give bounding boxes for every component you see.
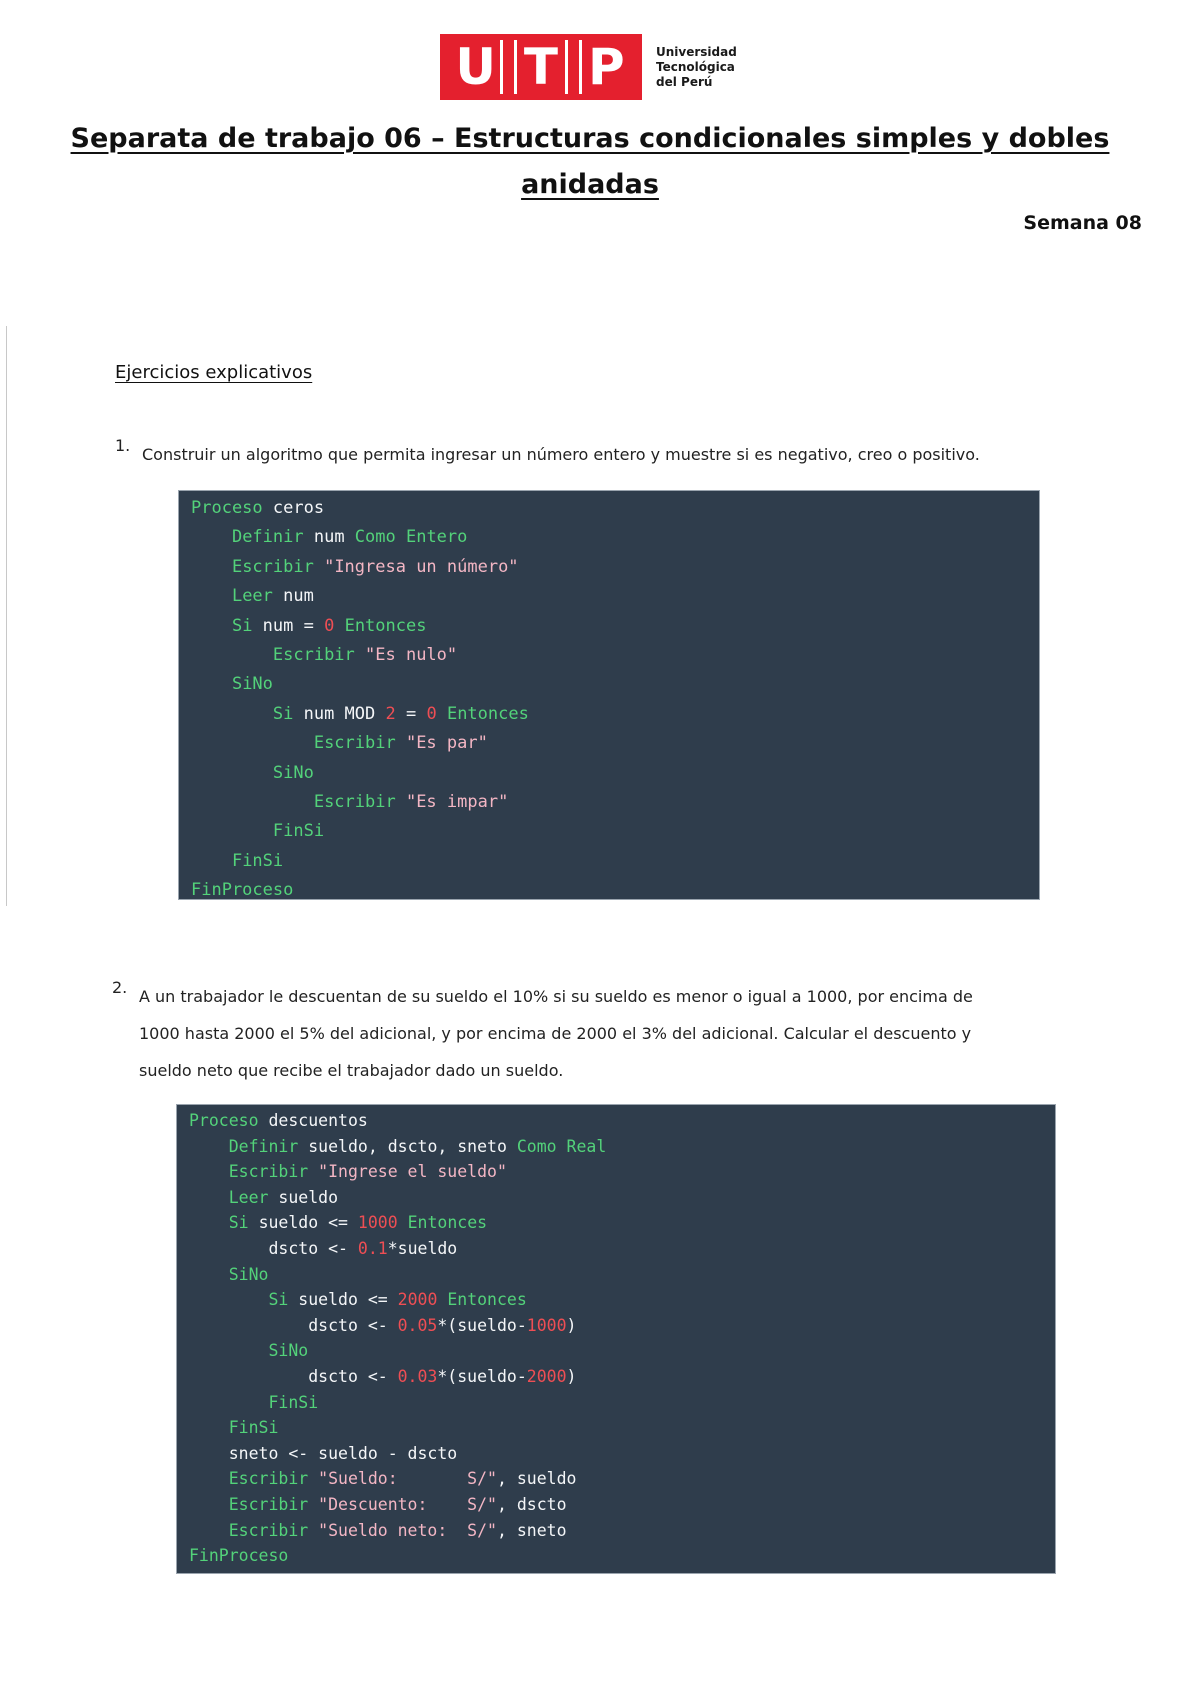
logo-letter-p: P [579, 40, 630, 94]
section-heading: Ejercicios explicativos [115, 362, 313, 383]
code-token: FinSi [228, 1418, 279, 1438]
code-token: , dscto [496, 1494, 567, 1514]
code-token: SiNo [231, 674, 273, 695]
exercise-text [139, 978, 973, 1089]
code-token: 0 [426, 703, 437, 724]
code-token: sneto <- sueldo - dscto [228, 1443, 458, 1463]
code-line [191, 759, 1039, 788]
code-token: Como Entero [354, 527, 468, 548]
code-token [191, 733, 314, 753]
code-token: "Es nulo" [365, 644, 458, 665]
code-line [191, 847, 1039, 876]
exercise-number: 1. [115, 436, 131, 455]
code-token: descuentos [268, 1111, 368, 1130]
code-token: Escribir [228, 1469, 319, 1489]
logo-letter-u: U [452, 40, 503, 94]
code-line [191, 729, 1039, 758]
exercise-text-line: 1000 hasta 2000 el 5% del adicional, y por encima de 2000 el 3% del adicional. Calcular el descuento y [139, 1024, 972, 1043]
code-token: 1000 [526, 1315, 567, 1335]
code-token [191, 645, 273, 665]
code-token [189, 1418, 229, 1437]
code-token: 2000 [397, 1290, 438, 1310]
code-token: , sueldo [496, 1469, 577, 1489]
code-token: FinProceso [189, 1546, 289, 1566]
code-line [191, 670, 1039, 699]
code-token: "Sueldo neto: S/" [318, 1520, 497, 1540]
code-token [191, 821, 273, 841]
logo-name-line: del Perú [656, 74, 713, 89]
code-token: sueldo, dscto, sneto [308, 1136, 517, 1156]
code-token: Entonces [397, 1213, 488, 1233]
code-token: "Sueldo: S/" [318, 1469, 497, 1489]
code-token: Escribir [272, 644, 366, 665]
code-token: SiNo [272, 762, 314, 783]
code-block-2 [176, 1104, 1056, 1574]
code-line [189, 1313, 1055, 1339]
exercise-number: 2. [112, 978, 128, 997]
code-line [189, 1518, 1055, 1544]
code-line [189, 1492, 1055, 1518]
code-token: 0.05 [397, 1315, 438, 1335]
code-token [189, 1137, 229, 1156]
logo-letters [440, 34, 642, 100]
code-token: Escribir [313, 791, 406, 812]
code-token: *sueldo [387, 1238, 458, 1258]
code-token: Escribir [228, 1162, 319, 1182]
code-line [189, 1338, 1055, 1364]
page-title-line-1: Separata de trabajo 06 – Estructuras condicionales simples y dobles [70, 123, 1110, 154]
code-token [189, 1495, 229, 1514]
code-block-1 [178, 490, 1040, 900]
logo-name-line: Universidad [656, 44, 737, 59]
code-token: ) [566, 1366, 577, 1386]
utp-logo [440, 34, 737, 100]
code-token [189, 1444, 229, 1463]
code-token: dscto <- [308, 1366, 398, 1386]
code-token [189, 1265, 229, 1284]
code-line [189, 1159, 1055, 1185]
code-line [189, 1134, 1055, 1160]
code-token: Si [272, 703, 304, 724]
code-token [189, 1188, 229, 1207]
code-token: Escribir [313, 733, 406, 754]
code-line [189, 1466, 1055, 1492]
margin-rule [6, 326, 7, 906]
code-line [191, 582, 1039, 611]
code-token: 0.03 [397, 1366, 438, 1386]
code-line [191, 788, 1039, 817]
code-token: 0.1 [357, 1238, 388, 1258]
code-line [191, 612, 1039, 641]
exercise-text [142, 436, 980, 473]
code-line [191, 876, 1039, 905]
code-token: num MOD [303, 703, 386, 724]
code-token: Como Real [516, 1136, 607, 1156]
code-line [189, 1543, 1055, 1569]
code-token: FinSi [268, 1392, 319, 1412]
code-token: dscto <- [268, 1238, 358, 1258]
code-token: sueldo <= [258, 1213, 358, 1233]
code-token: num [313, 527, 355, 548]
code-token: , sneto [496, 1520, 567, 1540]
code-token: FinSi [272, 821, 325, 842]
code-token [191, 616, 232, 636]
code-token: FinSi [231, 850, 284, 871]
code-line [191, 523, 1039, 552]
code-token: Leer [228, 1187, 279, 1207]
code-token: Si [231, 615, 263, 636]
logo-letter-t: T [514, 40, 568, 94]
code-token: Escribir [228, 1520, 319, 1540]
week-label: Semana 08 [1023, 212, 1142, 234]
exercise-text-line: Construir un algoritmo que permita ingresar un número entero y muestre si es negativo, creo o positivo. [142, 445, 980, 464]
code-token: num = [262, 615, 325, 636]
code-line [191, 553, 1039, 582]
code-line [189, 1185, 1055, 1211]
code-token: Escribir [228, 1494, 319, 1514]
exercise-text-line: sueldo neto que recibe el trabajador dado un sueldo. [139, 1061, 564, 1080]
code-token [189, 1239, 268, 1258]
code-line [189, 1441, 1055, 1467]
code-token: Entonces [437, 1290, 527, 1310]
code-token [189, 1367, 308, 1386]
exercise-text-line: A un trabajador le descuentan de su sueldo el 10% si su sueldo es menor o igual a 1000, por encima de [139, 987, 973, 1006]
code-token: *(sueldo- [437, 1315, 527, 1335]
code-token: FinProceso [191, 880, 294, 901]
code-line [189, 1287, 1055, 1313]
code-line [189, 1236, 1055, 1262]
code-token [191, 674, 232, 694]
page-title-line-2: anidadas [521, 169, 659, 200]
code-token [189, 1469, 229, 1488]
code-token: Entonces [334, 615, 427, 636]
code-token: SiNo [228, 1264, 269, 1284]
code-line [189, 1108, 1055, 1134]
code-line [191, 700, 1039, 729]
code-token: Proceso [191, 498, 273, 518]
code-line [189, 1262, 1055, 1288]
code-token: Leer [231, 586, 284, 607]
code-token [191, 527, 232, 547]
code-token: Escribir [231, 556, 325, 577]
code-token [189, 1290, 268, 1309]
code-token: Definir [228, 1136, 309, 1156]
code-token [191, 704, 273, 724]
code-token: sueldo [278, 1187, 339, 1207]
code-token: Si [228, 1213, 259, 1233]
code-token [191, 586, 232, 606]
code-token: sueldo <= [298, 1290, 398, 1310]
code-token: ceros [272, 498, 325, 518]
code-token: "Ingresa un número" [324, 556, 519, 577]
code-token: Entonces [436, 703, 529, 724]
code-line [191, 641, 1039, 670]
code-token [189, 1316, 308, 1335]
code-token: 1000 [357, 1213, 398, 1233]
code-token [191, 851, 232, 871]
code-token: *(sueldo- [437, 1366, 527, 1386]
code-token: Proceso [189, 1111, 269, 1130]
code-token: SiNo [268, 1341, 309, 1361]
code-token: Si [268, 1290, 299, 1310]
code-token [189, 1393, 268, 1412]
code-token [189, 1162, 229, 1181]
code-token: "Ingrese el sueldo" [318, 1162, 507, 1182]
code-token: "Es par" [405, 733, 488, 754]
code-line [191, 494, 1039, 523]
code-line [189, 1390, 1055, 1416]
code-token [189, 1521, 229, 1540]
code-token: Definir [231, 527, 314, 548]
code-token: "Es impar" [405, 791, 509, 812]
code-token [191, 763, 273, 783]
code-token: num [283, 586, 314, 607]
logo-name-line: Tecnológica [656, 59, 735, 74]
code-token: ) [566, 1315, 577, 1335]
page-title [60, 116, 1120, 208]
code-line [189, 1415, 1055, 1441]
code-token: dscto <- [308, 1315, 398, 1335]
code-line [189, 1210, 1055, 1236]
code-token [189, 1341, 268, 1360]
code-token: = [395, 703, 427, 724]
code-token: "Descuento: S/" [318, 1494, 497, 1514]
code-line [189, 1364, 1055, 1390]
code-token: 0 [324, 615, 335, 636]
code-token [191, 557, 232, 577]
code-line [191, 817, 1039, 846]
code-token [191, 792, 314, 812]
code-token: 2 [385, 703, 396, 724]
code-token [189, 1213, 229, 1232]
code-token: 2000 [526, 1366, 567, 1386]
logo-university-name [656, 45, 737, 90]
